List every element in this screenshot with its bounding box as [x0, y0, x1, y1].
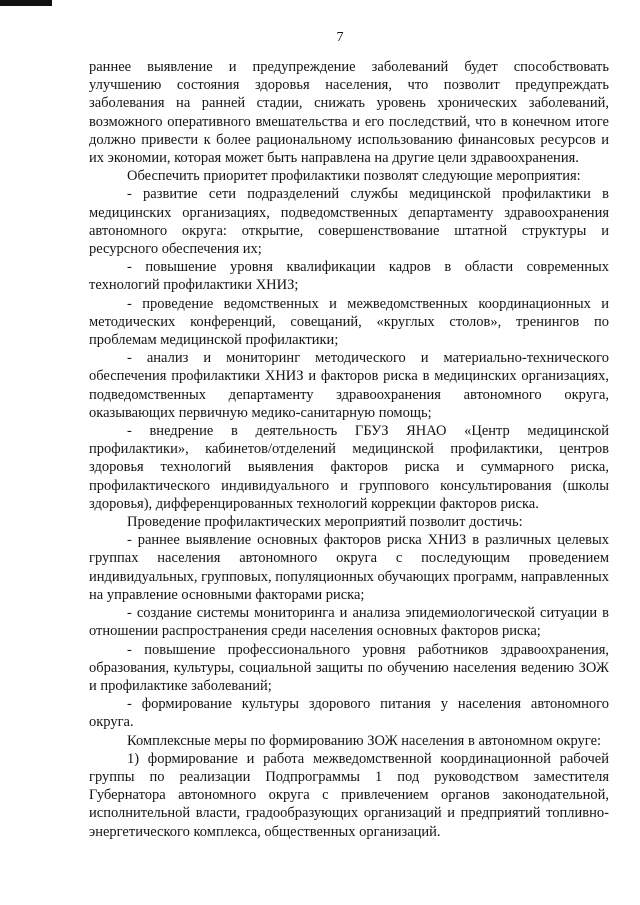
list-item: - создание системы мониторинга и анализа эпидемиологической ситуации в отношении распространения среди населения основных факторов риска;	[89, 605, 609, 640]
scan-corner-mark	[0, 0, 52, 6]
list-item: - развитие сети подразделений службы медицинской профилактики в медицинских организациях, подведомственных департаменту здравоохранения автономного округа: открытие, совершенствование штатной структуры и ресурсного обеспечения их;	[89, 186, 609, 258]
list-item: - повышение профессионального уровня работников здравоохранения, образования, культуры, социальной защиты по обучению населения ведению ЗОЖ и профилактике заболеваний;	[89, 641, 609, 694]
paragraph: Обеспечить приоритет профилактики позволят следующие мероприятия:	[127, 168, 581, 185]
list-item: - повышение уровня квалификации кадров в области современных технологий профилактики ХНИЗ;	[89, 259, 609, 294]
list-item: 1) формирование и работа межведомственной координационной рабочей группы по реализации Подпрограммы 1 под руководством заместителя Губернатора автономного округа с привлечением органов законодательной, исполнительной власти, градообразующих организаций и предприятий топливно-энергетического комплекса, общественных организаций.	[89, 750, 609, 840]
paragraph: Проведение профилактических мероприятий позволит достичь:	[127, 514, 523, 531]
page-number: 7	[336, 30, 344, 45]
list-item: - раннее выявление основных факторов риска ХНИЗ в различных целевых группах населения автономного округа с последующим проведением индивидуальных, групповых, популяционных обучающих программ, направленных на управление основными факторами риска;	[89, 532, 609, 603]
list-item: - анализ и мониторинг методического и материально-технического обеспечения профилактики ХНИЗ и факторов риска в медицинских организациях, подведомственных департаменту здравоохранения автономного округа, оказывающих первичную медико-санитарную помощь;	[89, 350, 609, 421]
paragraph: раннее выявление и предупреждение заболеваний будет способствовать улучшению состояния здоровья населения, что позволит предупреждать заболевания на ранней стадии, снижать уровень хронических заболеваний, возможного оперативного вмешательства и его последствий, что в конечном итоге должно привести к более рациональному использованию финансовых ресурсов и их экономии, которая может быть направлена на другие цели здравоохранения.	[89, 59, 609, 167]
paragraph: Комплексные меры по формированию ЗОЖ населения в автономном округе:	[127, 732, 602, 749]
list-item: - формирование культуры здорового питания у населения автономного округа.	[89, 696, 609, 731]
list-item: - проведение ведомственных и межведомственных координационных и методических конференций, совещаний, «круглых столов», тренингов по проблемам медицинской профилактики;	[89, 295, 609, 349]
body-text	[89, 58, 609, 841]
list-item: - внедрение в деятельность ГБУЗ ЯНАО «Центр медицинской профилактики», кабинетов/отделений медицинской профилактики, центров здоровья технологий выявления факторов риска и суммарного риска, профилактического индивидуального и группового консультирования (школы здоровья), дифференцированных технологий коррекции факторов риска.	[89, 423, 609, 512]
